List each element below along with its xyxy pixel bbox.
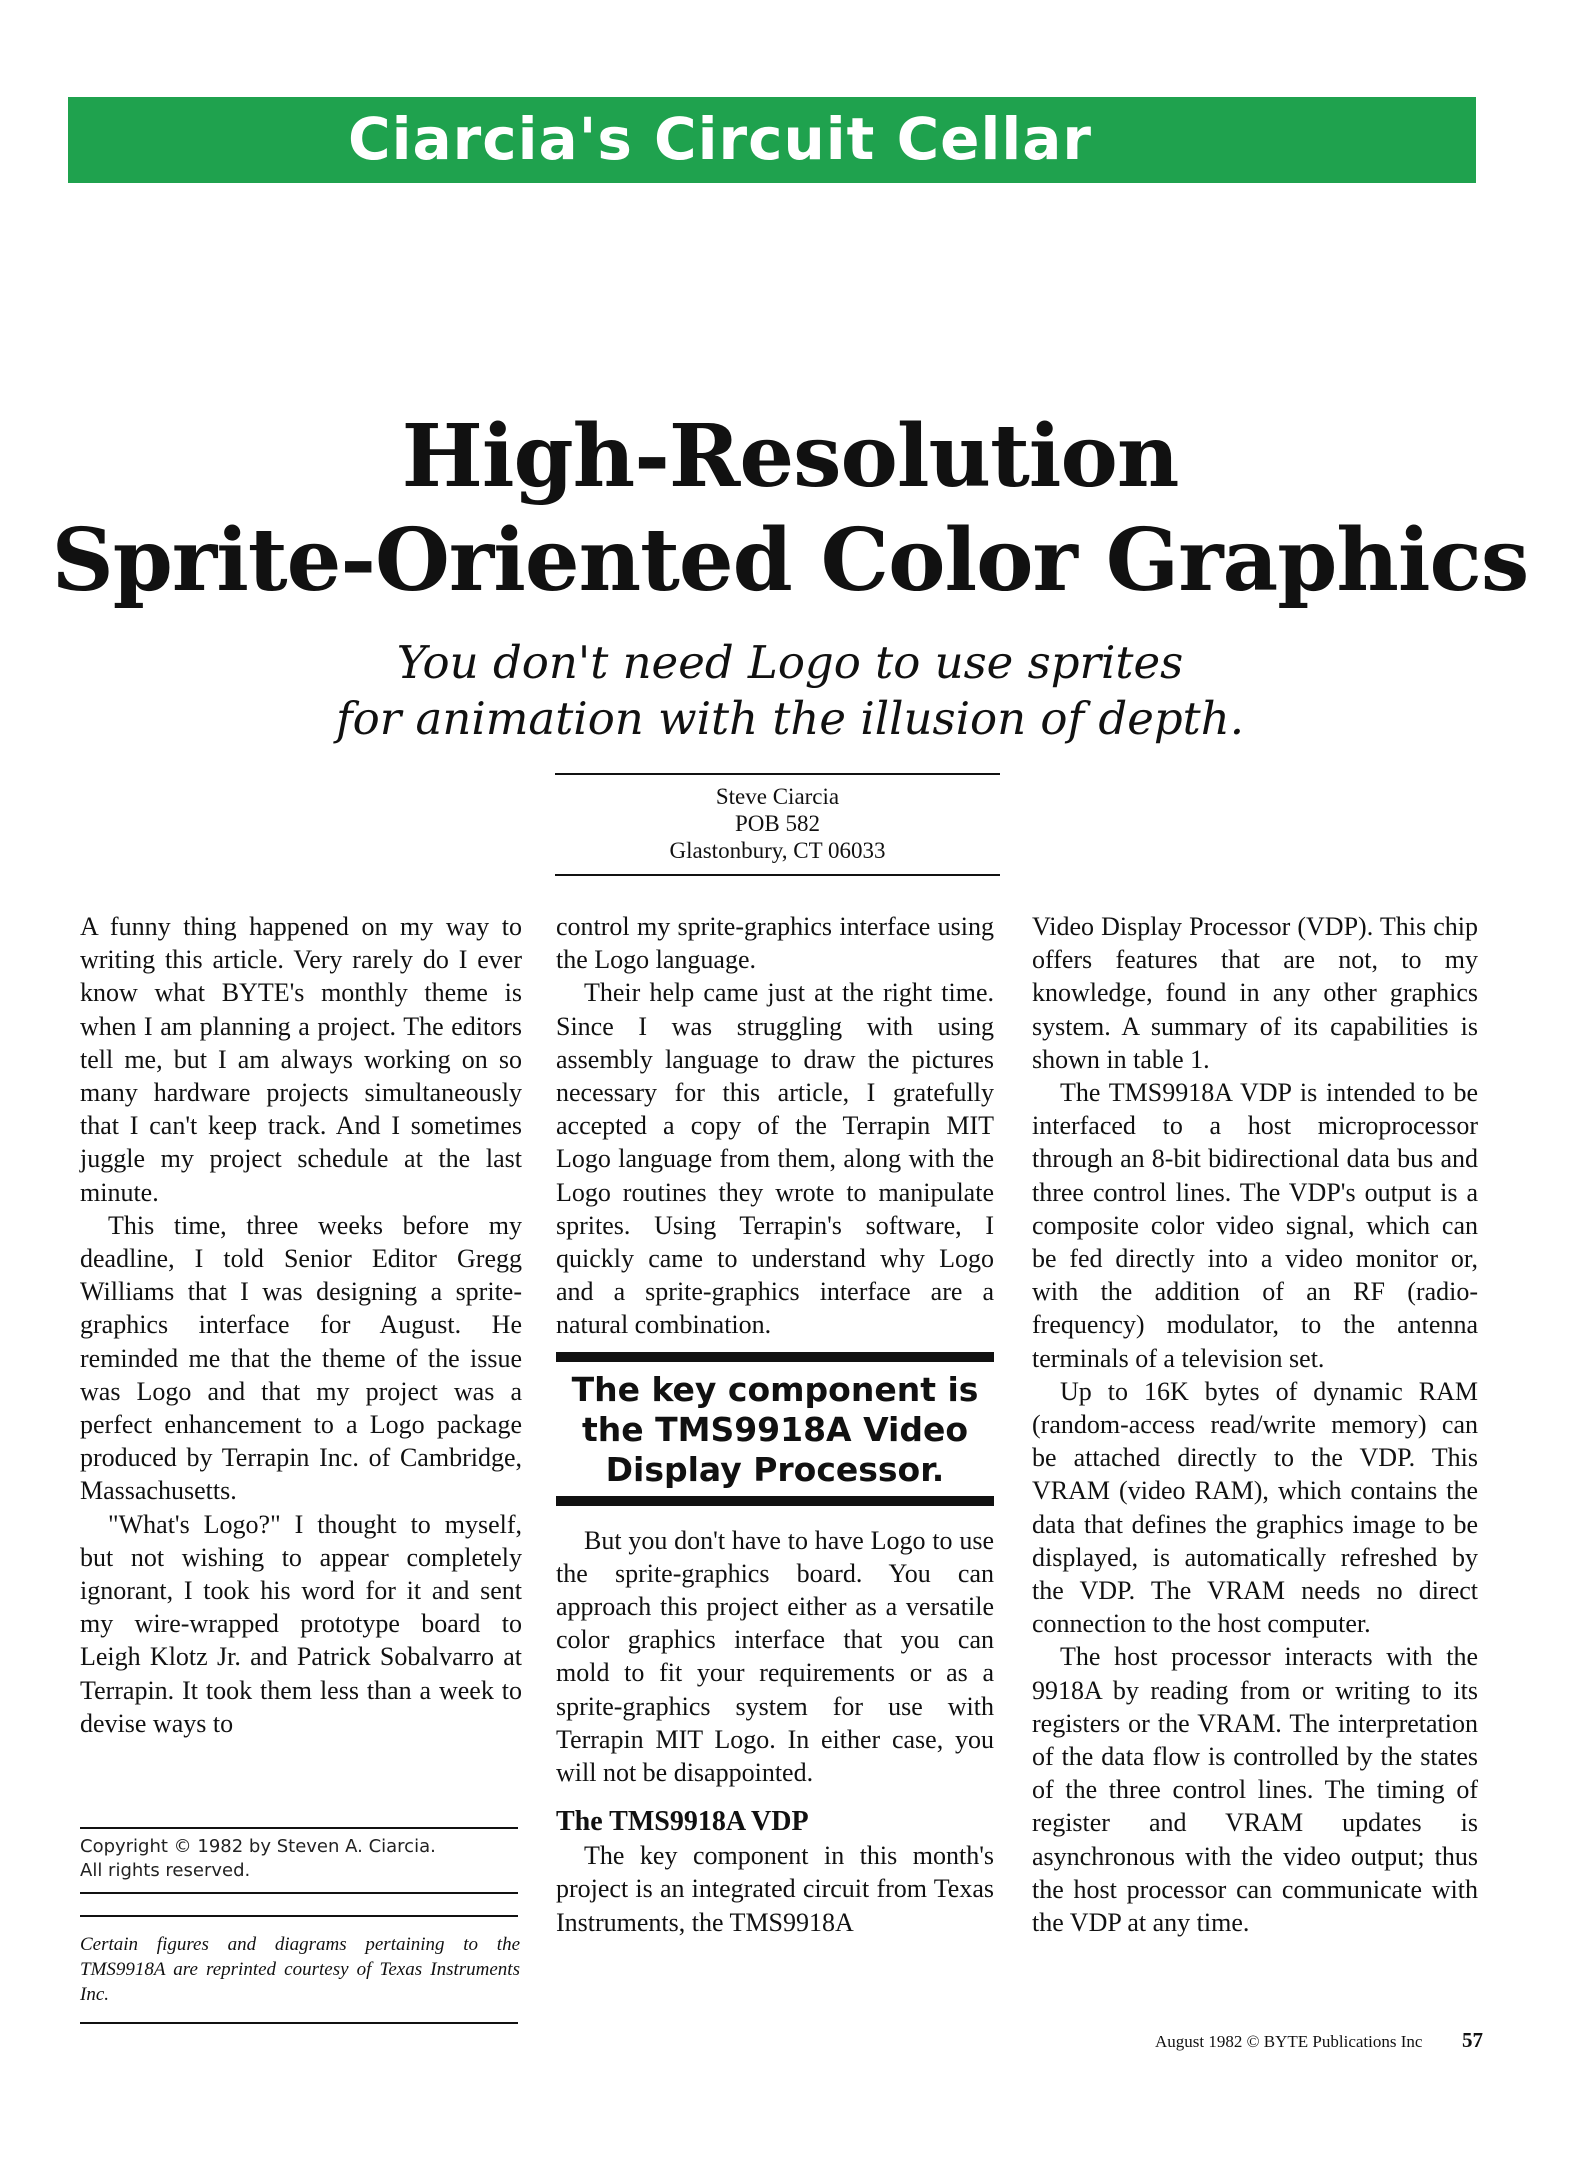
title-line-2: Sprite-Oriented Color Graphics <box>51 510 1529 611</box>
author-name: Steve Ciarcia <box>715 784 840 809</box>
column-2 <box>556 910 994 1939</box>
byline <box>555 783 1000 864</box>
paragraph: This time, three weeks before my deadline, I told Senior Editor Gregg Williams that I was designing a sprite-graphics interface for August. He reminded me that the theme of the issue was Logo and that my project was a perfect enhancement to a Logo package produced by Terrapin Inc. of Cambridge, Massachusetts. <box>80 1210 522 1506</box>
credit-bottom-rule <box>80 2022 518 2024</box>
copyright-notice <box>80 1835 518 1883</box>
article-subtitle <box>0 635 1580 747</box>
copyright-line-1: Copyright © 1982 by Steven A. Ciarcia. <box>80 1836 436 1857</box>
paragraph: The key component in this month's project is an integrated circuit from Texas Instruments, the TMS9918A <box>556 1841 994 1937</box>
title-line-1: High-Resolution <box>401 406 1179 507</box>
subtitle-line-1: You don't need Logo to use sprites <box>396 636 1184 689</box>
subtitle-line-2: for animation with the illusion of depth. <box>335 692 1245 745</box>
paragraph: The TMS9918A VDP is intended to be interfaced to a host microprocessor through an 8-bit bidirectional data bus and three control lines. The VDP's output is a composite color video signal, which can be fed directly into a video monitor or, with the addition of an RF (radio-frequency) modulator, to the antenna terminals of a television set. <box>1032 1078 1478 1373</box>
paragraph: But you don't have to have Logo to use the sprite-graphics board. You can approach this project either as a versatile color graphics interface that you can mold to fit your requirements or as a sprite-graphics system for use with Terrapin MIT Logo. In either case, you will not be disappointed. <box>556 1525 994 1788</box>
byline-top-rule <box>555 773 1000 775</box>
credit-top-rule <box>80 1915 518 1917</box>
paragraph: Up to 16K bytes of dynamic RAM (random-access read/write memory) can be attached directly to the VDP. This VRAM (video RAM), which contains the data that defines the graphics image to be displayed, is automatically refreshed by the VDP. The VRAM needs no direct connection to the host computer. <box>1032 1376 1478 1639</box>
paragraph: control my sprite-graphics interface using the Logo language. <box>556 912 994 975</box>
section-banner <box>68 97 1476 183</box>
banner-title: Ciarcia's Circuit Cellar <box>348 105 1092 173</box>
paragraph: Their help came just at the right time. Since I was struggling with using assembly language to draw the pictures necessary for this article, I gratefully accepted a copy of the Terrapin MIT Logo language from them, along with the Logo routines they wrote to manipulate sprites. Using Terrapin's software, I quickly came to understand why Logo and a sprite-graphics interface are a natural combination. <box>556 978 994 1340</box>
column-3 <box>1032 910 1478 1939</box>
byline-bottom-rule <box>555 874 1000 876</box>
paragraph: Video Display Processor (VDP). This chip offers features that are not, to my knowledge, found in any other graphics system. A summary of its capabilities is shown in table 1. <box>1032 912 1478 1074</box>
copyright-bottom-rule <box>80 1892 518 1894</box>
section-heading: The TMS9918A VDP <box>556 1806 809 1838</box>
copyright-line-2: All rights reserved. <box>80 1860 251 1881</box>
paragraph: A funny thing happened on my way to writing this article. Very rarely do I ever know what BYTE's monthly theme is when I am planning a project. The editors tell me, but I am always working on so many hardware projects simultaneously that I can't keep track. And I sometimes juggle my project schedule at the last minute. <box>80 912 522 1207</box>
page-footer: August 1982 © BYTE Publications Inc <box>1155 2032 1423 2051</box>
author-address-1: POB 582 <box>735 811 820 836</box>
paragraph: The host processor interacts with the 9918A by reading from or writing to its registers or the VRAM. The interpretation of the data flow is controlled by the states of the three control lines. The timing of register and VRAM updates is asynchronous with the video output; thus the host processor can communicate with the VDP at any time. <box>1032 1642 1478 1938</box>
column-1 <box>80 910 522 1740</box>
paragraph: "What's Logo?" I thought to myself, but not wishing to appear completely ignorant, I took his word for it and sent my wire-wrapped prototype board to Leigh Klotz Jr. and Patrick Sobalvarro at Terrapin. It took them less than a week to devise ways to <box>80 1509 522 1738</box>
pull-quote: The key component is the TMS9918A Video Display Processor. <box>556 1352 994 1506</box>
article-title <box>0 405 1580 613</box>
author-address-2: Glastonbury, CT 06033 <box>669 838 886 863</box>
copyright-top-rule <box>80 1827 518 1829</box>
page-number: 57 <box>1462 2028 1483 2052</box>
figure-credit: Certain figures and diagrams pertaining to the TMS9918A are reprinted courtesy of Texas Instruments Inc. <box>80 1934 520 2005</box>
